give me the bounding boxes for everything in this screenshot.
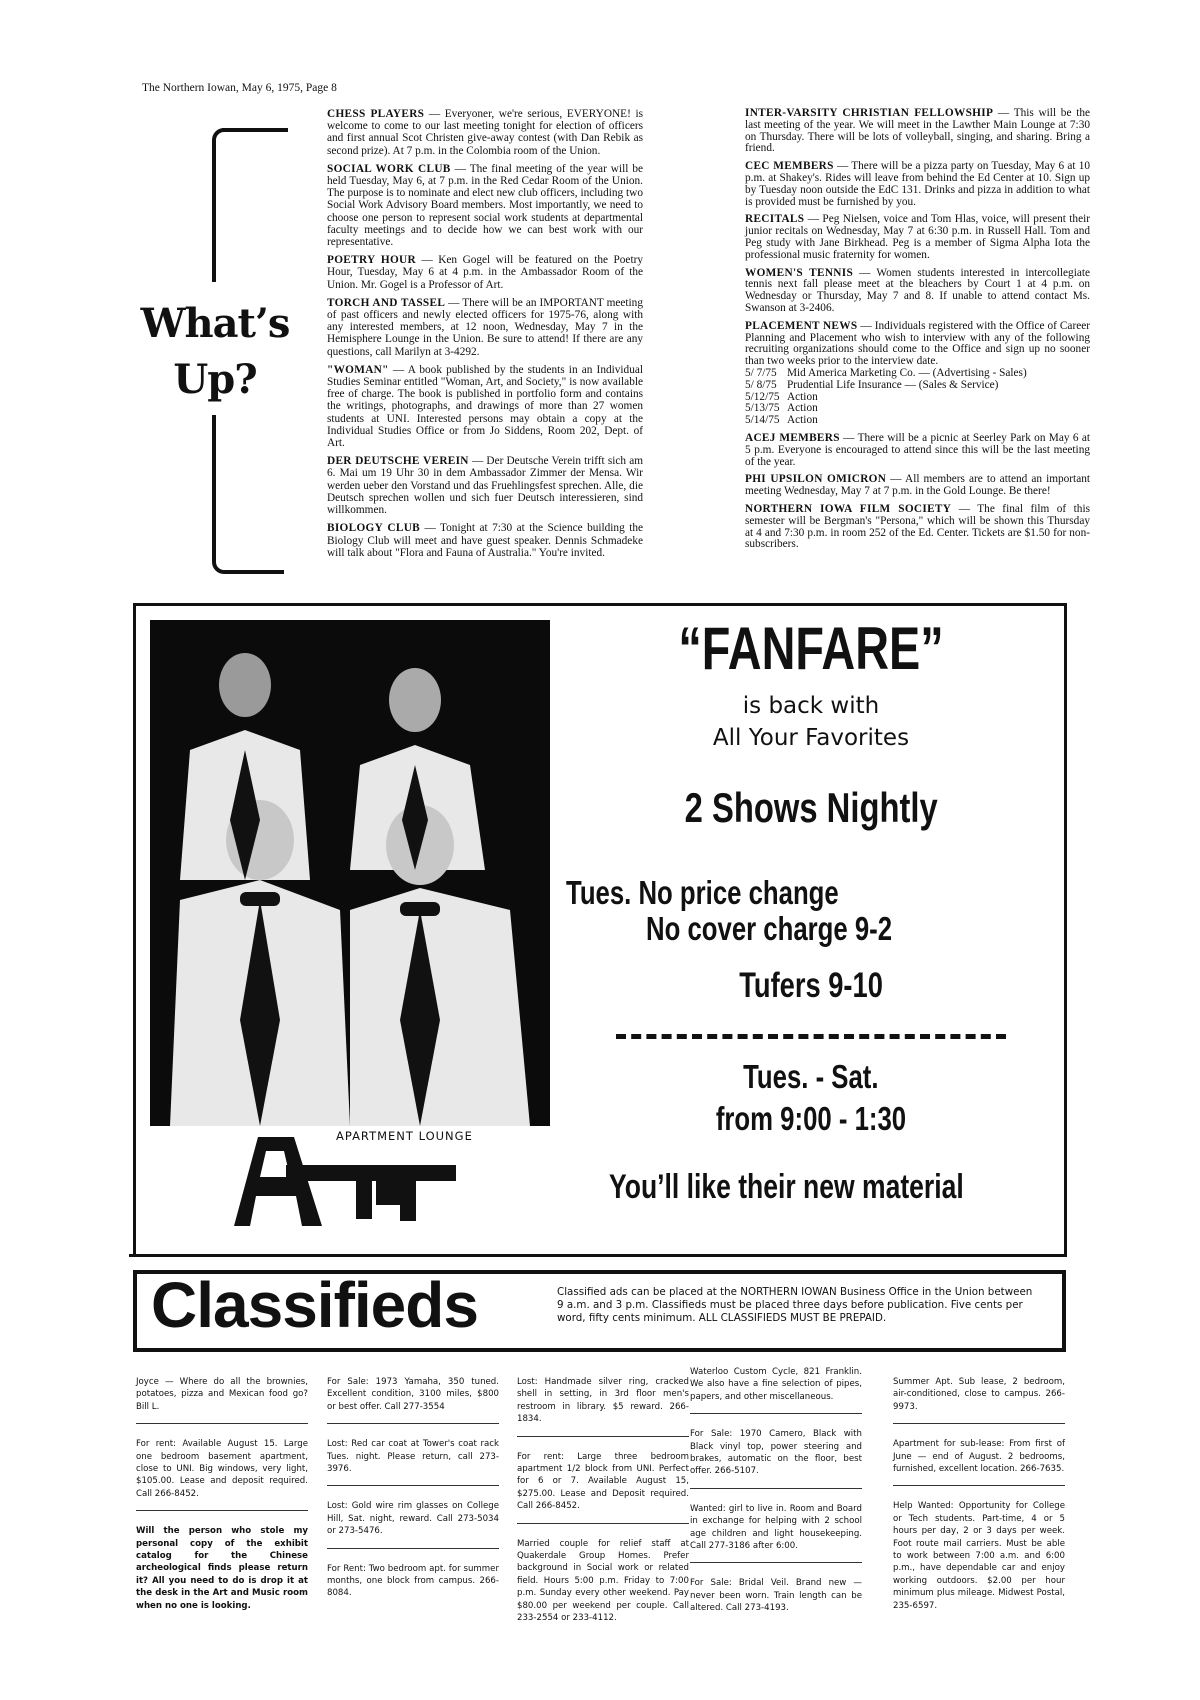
announcement: INTER-VARSITY CHRISTIAN FELLOWSHIP — This will be the last meeting of the year. We will meet in the Lawther Main Lounge at 7:30 on Thursday. There will be lots of volleyball, singing, and sharing. Bring a friend. [745, 107, 1090, 155]
announcement-body: Everyoner, we're serious, EVERYONE! is welcome to come to our last meeting tonight for election of officers and first annual Scot Christen give-away contest (with Dan Rebik as second prize). At 7 p.m. in the Colombia room of the Union. [327, 108, 643, 157]
placement-org: Prudential Life Insurance — (Sales & Service) [787, 378, 999, 391]
ad-bottom-rule [129, 1254, 1067, 1257]
announcement-heading: INTER-VARSITY CHRISTIAN FELLOWSHIP [745, 107, 994, 119]
announcement-body: Peg Nielsen, voice and Tom Hlas, voice, will present their junior recitals on Wednesday, May 7 at 6:30 p.m. in Russell Hall. Tom and Peg study with Jane Birkhead. Peg is a member of Sigma Alpha Iota the professional music fraternity for women. [745, 213, 1090, 261]
ad-title: “FANFARE” [678, 615, 944, 682]
classified-ad: For rent: Large three bedroom apartment 1/2 block from UNI. Perfect for 6 or 7. Available August 15, $275.00. Lease and Deposit required. Call 266-8452. [517, 1451, 689, 1524]
announcement-body: There will be an IMPORTANT meeting of past officers and newly elected officers for 1975-76, along with any interested members, at 12 noon, Wednesday, May 7 in the Hemisphere Lounge in the Union. Be sure to attend! If there are any questions, call Marilyn at 3-4292. [327, 296, 643, 358]
announcement: RECITALS — Peg Nielsen, voice and Tom Hlas, voice, will present their junior recitals on Wednesday, May 7 at 6:30 p.m. in Russell Hall. Tom and Peg study with Jane Birkhead. Peg is a member of Sigma Alpha Iota the professional music fraternity for women. [745, 213, 1090, 261]
placement-org: Mid America Marketing Co. — (Advertising - Sales) [787, 366, 1027, 379]
section-title [140, 296, 290, 408]
announcements-column-1 [327, 108, 643, 565]
placement-org: Action [787, 414, 818, 427]
announcement-body: A book published by the students in an Individual Studies Seminar entitled "Woman, Art, and Society," is now available free of charge. The book is published in portfolio form and contains the writings, photographs, and drawings of more than 27 women students at UNI. Interested persons may obtain a copy at the Individual Studies Office or from Jo Siddens, Room 202, Dept. of Art. [327, 363, 643, 450]
ad-dashed-divider [616, 1034, 1006, 1039]
announcement-body: Der Deutsche Verein trifft sich am 6. Mai um 19 Uhr 30 in dem Ambassador Zimmer der Mensa. Wir werden ueber den Vorstand und das Fruehlingsfest sprechen. Alle, die Deutsch sprechen wollen und sich fuer Deutsch interessieren, sind willkommen. [327, 455, 643, 517]
ad-tufers: Tufers 9-10 [739, 966, 883, 1005]
ad-tagline: You’ll like their new material [608, 1168, 964, 1206]
logo-caption: APARTMENT LOUNGE [336, 1129, 473, 1143]
section-title-line2: Up? [173, 356, 257, 403]
announcement-body: There will be a picnic at Seerley Park on May 6 at 5 p.m. Everyone is encouraged to attend since this will be the last meeting of the year. [745, 431, 1090, 468]
announcement-heading: WOMEN'S TENNIS [745, 266, 854, 279]
classified-ad: For Sale: Bridal Veil. Brand new — never been worn. Train length can be altered. Call 273-4193. [690, 1578, 862, 1614]
announcement-heading: CEC MEMBERS [745, 160, 834, 173]
announcement: POETRY HOUR — Ken Gogel will be featured on the Poetry Hour, Tuesday, May 6 at 4 p.m. in the Ambassador Room of the Union. Mr. Gogel is a Professor of Art. [327, 254, 643, 291]
ad-hours: from 9:00 - 1:30 [715, 1100, 907, 1137]
announcement: ACEJ MEMBERS — There will be a picnic at Seerley Park on May 6 at 5 p.m. Everyone is encouraged to attend since this will be the last meeting of the year. [745, 431, 1090, 468]
announcement: WOMEN'S TENNIS — Women students interested in intercollegiate tennis next fall please meet at the bleachers by Court 1 at 4 p.m. on Wednesday or Thursday, May 7 and 8. If unable to attend contact Ms. Swanson at 3-2406. [745, 266, 1091, 314]
classifieds-title: Classifieds [151, 1269, 478, 1341]
announcement: TORCH AND TASSEL — There will be an IMPORTANT meeting of past officers and newly elected officers for 1975-76, along with any interested members, at 12 noon, Wednesday, May 7 in the Hemisphere Lounge in the Union. Be sure to attend! If there are any questions, call Marilyn at 3-4292. [327, 296, 643, 358]
classified-column-4 [690, 1366, 862, 1639]
announcement-body: There will be a pizza party on Tuesday, May 6 at 10 p.m. at Shakey's. Rides will leave from behind the Ed Center at 10. Sign up by Tuesday noon outside the EdC 131. Drinks and pizza in addition to what is provided must be furnished by you. [745, 160, 1090, 208]
announcement: BIOLOGY CLUB — Tonight at 7:30 at the Science building the Biology Club will meet and have guest speaker. Dennis Schmadeke will talk about "Flora and Fauna of Australia." You're invited. [327, 522, 643, 559]
announcement-heading: ACEJ MEMBERS [745, 431, 840, 444]
ad-subtitle [576, 690, 1046, 754]
classified-ad: For Rent: Two bedroom apt. for summer months, one block from campus. 266-8084. [327, 1563, 499, 1599]
placement-date: 5/ 8/75 [745, 378, 777, 391]
classified-ad: Lost: Gold wire rim glasses on College Hill, Sat. night, reward. Call 273-5034 or 273-5476. [327, 1500, 499, 1548]
classified-column-1 [136, 1376, 308, 1636]
classified-ad: Apartment for sub-lease: From first of June — end of August. 2 bedrooms, furnished, excellent location. 266-7635. [893, 1438, 1065, 1486]
placement-schedule [745, 368, 1090, 427]
classified-ad: Summer Apt. Sub lease, 2 bedroom, air-conditioned, close to campus. 266-9973. [893, 1376, 1065, 1424]
ad-tues-line2: No cover charge 9-2 [646, 910, 893, 947]
ad-days: Tues. - Sat. [743, 1058, 879, 1095]
announcement-heading: POETRY HOUR [327, 254, 416, 267]
fanfare-advertisement [133, 603, 1067, 1257]
ad-line1: is back with [742, 693, 880, 719]
announcement-body: Tonight at 7:30 at the Science building the Biology Club will meet and have guest speaker. Dennis Schmadeke will talk about "Flora and Fauna of Australia." You're invited. [327, 522, 643, 559]
classified-ad: Waterloo Custom Cycle, 821 Franklin. We also have a fine selection of pipes, papers, and other miscellaneous. [690, 1366, 862, 1414]
announcement-body: The final meeting of the year will be held Tuesday, May 6, at 7 p.m. in the Red Cedar Room of the Union. The purpose is to nominate and elect new club officers, including two Social Work Advisory Board members. Most importantly, we need to choose one person to represent social work students at departmental faculty meetings and to decide how we can best work with our representative. [327, 162, 644, 249]
announcement-heading: CHESS PLAYERS [327, 108, 425, 120]
announcement-body: Ken Gogel will be featured on the Poetry Hour, Tuesday, May 6 at 4 p.m. in the Ambassador Room of the Union. Mr. Gogel is a Professor of Art. [327, 254, 643, 291]
placement-date: 5/ 7/75 [745, 366, 777, 379]
classifieds-banner [133, 1270, 1066, 1352]
classified-ad: Help Wanted: Opportunity for College or Tech students. Part-time, 4 or 5 hours per day, 2 or 3 days per week. Foot route mail carriers. Must be able to work between 7:00 a.m. and 6:00 p.m., have dependable car and enjoy working outdoors. $2.00 per hour minimum plus mileage. Midwest Postal, 235-6597. [893, 1501, 1065, 1611]
announcement-heading: RECITALS [745, 213, 805, 226]
classified-ad: Joyce — Where do all the brownies, potatoes, pizza and Mexican food go? Bill L. [136, 1376, 308, 1424]
apartment-lounge-logo [216, 1121, 536, 1231]
classified-column-3 [517, 1376, 689, 1649]
classified-ad: Will the person who stole my personal copy of the exhibit catalog for the Chinese archeological finds please return it? All you need to do is drop it at the desk in the Art and Music room when no one is looking. [136, 1526, 308, 1611]
ad-tues-line1: Tues. No price change [566, 874, 839, 911]
announcement-body: Individuals registered with the Office of Career Planning and Placement who wish to interview with any of the following recruiting organizations should come to the Office and sign up no sooner than two weeks prior to the interview date. [745, 319, 1090, 368]
announcements-column-2 [745, 108, 1090, 557]
ad-schedule [576, 1056, 1046, 1140]
announcement-heading: "WOMAN" [327, 363, 389, 376]
classified-ad: Wanted: girl to live in. Room and Board in exchange for helping with 2 school age children and light housekeeping. Call 277-3186 after 6:00. [690, 1503, 862, 1564]
page-header: The Northern Iowan, May 6, 1975, Page 8 [142, 82, 337, 94]
placement-date: 5/12/75 [745, 390, 780, 403]
announcement-heading: PHI UPSILON OMICRON [745, 473, 887, 486]
placement-org: Action [787, 390, 818, 403]
announcement-heading: DER DEUTSCHE VEREIN [327, 455, 469, 468]
band-photo [150, 620, 550, 1126]
announcement-heading: SOCIAL WORK CLUB [327, 162, 451, 175]
placement-date: 5/13/75 [745, 402, 780, 415]
announcement-heading: PLACEMENT NEWS [745, 319, 858, 332]
announcement: DER DEUTSCHE VEREIN — Der Deutsche Verein trifft sich am 6. Mai um 19 Uhr 30 in dem Ambassador Zimmer der Mensa. Wir werden ueber den Vorstand und das Fruehlingsfest sprechen. Alle, die Deutsch sprechen wollen und sich fuer Deutsch interessieren, sind willkommen. [327, 455, 643, 517]
announcement: CHESS PLAYERS — Everyoner, we're serious, EVERYONE! is welcome to come to our last meeting tonight for election of officers and first annual Scot Christen give-away contest (with Dan Rebik as second prize). At 7 p.m. in the Colombia room of the Union. [327, 108, 643, 157]
announcement: SOCIAL WORK CLUB — The final meeting of the year will be held Tuesday, May 6, at 7 p.m. in the Red Cedar Room of the Union. The purpose is to nominate and elect new club officers, including two Social Work Advisory Board members. Most importantly, we need to choose one person to represent social work students at departmental faculty meetings and to decide how we can best work with our representative. [327, 162, 644, 249]
announcement-heading: NORTHERN IOWA FILM SOCIETY [745, 502, 952, 515]
classified-ad: For rent: Available August 15. Large one bedroom basement apartment, close to UNI. Big windows, very light, $105.00. Lease and deposit required. Call 266-8452. [136, 1438, 308, 1511]
classified-ad: Lost: Handmade silver ring, cracked shell in setting, in 3rd floor men's restroom in library. $5 reward. 266-1834. [517, 1376, 689, 1437]
classifieds-info: Classified ads can be placed at the NORTHERN IOWAN Business Office in the Union between 9 a.m. and 3 p.m. Classifieds must be placed three days before publication. Five cents per word, fifty cents minimum. ALL CLASSIFIEDS MUST BE PREPAID. [557, 1286, 1033, 1324]
announcement: PHI UPSILON OMICRON — All members are to attend an important meeting Wednesday, May 7 at 7 p.m. in the Gold Lounge. Be there! [745, 473, 1090, 498]
ad-shows: 2 Shows Nightly [684, 784, 938, 831]
classified-ad: Lost: Red car coat at Tower's coat rack Tues. night. Please return, call 273-3976. [327, 1438, 499, 1486]
classified-ad: Married couple for relief staff at Quakerdale Group Homes. Prefer background in Social work or related field. Hours 5:00 p.m. Friday to 7:00 p.m. Sunday every other weekend. Pay $80.00 per weekend per couple. Call 233-2554 or 233-4112. [517, 1538, 689, 1624]
classified-column-2 [327, 1376, 499, 1624]
placement-row [745, 415, 1090, 427]
classified-ad: For Sale: 1973 Yamaha, 350 tuned. Excellent condition, 3100 miles, $800 or best offer. Call 277-3554 [327, 1376, 499, 1424]
placement-date: 5/14/75 [745, 414, 780, 427]
announcement-heading: TORCH AND TASSEL [327, 296, 446, 309]
announcement: CEC MEMBERS — There will be a pizza party on Tuesday, May 6 at 10 p.m. at Shakey's. Rides will leave from behind the Ed Center at 10. Sign up by Tuesday noon outside the EdC 131. Drinks and pizza in addition to what is provided must be furnished by you. [745, 160, 1090, 208]
announcement-body: Women students interested in intercollegiate tennis next fall please meet at the bleachers by Court 1 at 4 p.m. on Wednesday or Thursday, May 7 and 8. If unable to attend contact Ms. Swanson at 3-2406. [745, 266, 1091, 314]
announcement: NORTHERN IOWA FILM SOCIETY — The final film of this semester will be Bergman's "Persona," which will be shown this Thursday at 4 and 7:30 p.m. in room 252 of the Ed. Center. Tickets are $1.50 for non-subscribers. [745, 502, 1090, 551]
announcement-heading: BIOLOGY CLUB [327, 522, 421, 535]
announcement-body: This will be the last meeting of the year. We will meet in the Lawther Main Lounge at 7:30 on Thursday. There will be lots of volleyball, singing, and sharing. Bring a friend. [745, 107, 1090, 155]
placement-org: Action [787, 402, 818, 415]
announcement: PLACEMENT NEWS — Individuals registered with the Office of Career Planning and Placement who wish to interview with any of the following recruiting organizations should come to the Office and sign up no sooner than two weeks prior to the interview date. [745, 319, 1090, 368]
classified-ad: For Sale: 1970 Camero, Black with Black vinyl top, power steering and brakes, automatic on the floor, best offer. 266-5107. [690, 1428, 862, 1489]
section-title-line1: What’s [140, 300, 290, 347]
announcement-body: The final film of this semester will be Bergman's "Persona," which will be shown this Thursday at 4 and 7:30 p.m. in room 252 of the Ed. Center. Tickets are $1.50 for non-subscribers. [745, 502, 1090, 551]
announcement-body: All members are to attend an important meeting Wednesday, May 7 at 7 p.m. in the Gold Lounge. Be there! [745, 473, 1090, 498]
classified-column-5 [893, 1376, 1065, 1636]
ad-line2: All Your Favorites [712, 725, 910, 751]
announcement: "WOMAN" — A book published by the students in an Individual Studies Seminar entitled "Woman, Art, and Society," is now available free of charge. The book is published in portfolio form and contains the writings, photographs, and drawings of more than 27 women students at UNI. Interested persons may obtain a copy at the Individual Studies Office or from Jo Siddens, Room 202, Dept. of Art. [327, 363, 643, 450]
